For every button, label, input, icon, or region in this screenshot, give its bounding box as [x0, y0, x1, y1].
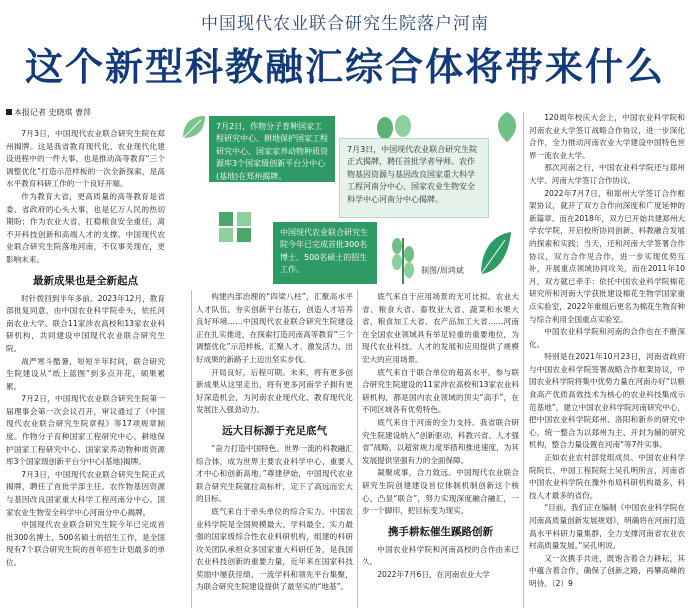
- paragraph: 7月3日，中国现代农业联合研究生院在郑州揭牌。这是我省教育现代化、农业现代化建设进程中的一件大事，也是推动高等教育“三个调整优化”打造示范样板的一次全新探索，是高水平教育科研工作的一个良好开端。: [6, 129, 165, 189]
- section-heading: 远大目标源于充足底气: [222, 424, 327, 437]
- paragraph: 作为教育大省，更高质量的高等教育是省委、省政府的心头大事，也是亿万人民的热切期盼；作为农业大省，扛稳粮食安全重任，离不开科技创新和高端人才的支撑。中国现代农业联合研究生院落地河南，不仅事关现在，更影响未来。: [6, 191, 165, 264]
- paragraph: 7月2日，中国现代农业联合研究生院第一届理事会第一次会议召开，审议通过了《中国现代农业联合研究生院章程》等17项规章制度。作物分子育种国家工程研究中心、耕地保护国家工程研究中心、国家家养动物种质资源库3个国家级创新平台分中心(基地)揭牌。: [6, 394, 165, 467]
- paragraph: 中国现代农业联合研究生院今年已完成首批300名博士、500名硕士的招生工作，是全国现有7个联合研究生院的首年招生计划最多的单位。: [6, 520, 165, 567]
- paragraph: 凝聚成事，合力致远。中国现代农业联合研究生院创建建设首位体制机制创新这个核心，凸显“联合”，努力实现深度融合融汇，一步一个脚印，把目标变为现实。: [362, 468, 519, 516]
- wheat-icon: [383, 230, 423, 286]
- paragraph: 中国农业科学院和河南高校的合作由来已久。: [362, 544, 519, 567]
- leaf-icon: [179, 112, 209, 142]
- column-2: [196, 291, 353, 611]
- article-subtitle: 中国现代农业联合研究生院落户河南: [201, 14, 489, 34]
- column-divider: [357, 290, 358, 608]
- paragraph: 正如农业农村部党组成员、中国农业科学院院长、中国工程院院士吴孔明所言，河南省中国农业科学院在豫外布局科研机构最多、科技人才最多的省份。: [529, 453, 685, 500]
- leaf-icon: [475, 228, 515, 278]
- square-icon: [6, 109, 12, 115]
- paragraph: 120周年校庆大会上，中国农业科学院和河南农业大学签订战略合作协议，进一步深化合作，全力推动河南农业大学建设中国特色世界一流农业大学。: [529, 113, 685, 160]
- leaf-icon: [491, 110, 523, 144]
- column-divider: [191, 290, 192, 608]
- paragraph: 又一次携手共进，既饱含着合力耕耘，其中蕴含着合作，确保了创新之路，再攀高峰的明待。（2）9: [529, 553, 685, 588]
- paragraph: 时针拨回到半年多前。2023年12月，教育部批复同意，由中国农业科学院牵头，依托河南农业大学、联合11家涉农高校和13家农业科研机构，共同建设中国现代农业联合研究生院。: [6, 293, 165, 353]
- paragraph: 2022年7月7日，和郑州大学签订合作框架协议，就开了双方合作向深度和广度延伸的新篇章。而在2018年，双方已开始共建郑州大学农学院，开启校所协同创新、科教融合发展的探索和实践；当天，还和河南大学签署合作协议，双方合作见合作，进一步实现优势互补，开展重点领域协同攻关，而在2011年10月，双方就已牵手：依托中国农业科学院棉花研究所和河南大学获批建设棉花生物学国家重点实验室，2022年重组后更名为棉花生物育种与综合利用全国重点实验室。: [529, 188, 685, 324]
- paragraph: 底气来自于应用场景的无可比拟。农业大省、粮食大省、畜牧业大省、蔬菜和水果大省，粮食加工大省、农产品加工大省……河南在全国农业领域具有举足轻重的重要地位，为现代农业科技、人才的发展和应用提供了规模宏大的应用场景。: [362, 292, 519, 364]
- column-4: [529, 112, 685, 611]
- byline-text: 本报记者 史晓琪 曹萍: [14, 108, 92, 117]
- section-heading: 最新成果也是全新起点: [33, 274, 138, 287]
- paragraph: 7月3日，中国现代农业联合研究生院正式揭牌，聘任了首批学部主任。农作物基因资源与基因改良国家重大科学工程河南分中心、国家农业生物安全科学中心河南分中心揭牌。: [6, 469, 165, 517]
- paragraph: 底气来自于河南的全力支持。我省联合研究生院建设纳入“创新驱动、科教兴省、人才强省”战略，以超常规力度举措和推进速度，为其发展提供坚强有力的全面保障。: [362, 417, 519, 465]
- paragraph: “奋力打造中国特色、世界一流的科教融汇综合体，成为世界主要农业科学中心、重要人才中心和创新高地。”尊建伊始，中国现代农业联合研究生院就拉高标杆，定下了高远而宏大的目标。: [196, 443, 353, 504]
- paragraph: 开局良好，后程可期。未来，将有更多创新成果从这里走出，将有更多河南学子拥有更好深造机会，为河南农业现代化、教育现代化发展注入强劲动力。: [196, 367, 353, 415]
- paragraph: 那次河南之行，中国农业科学院还与郑州大学、河南大学签订合作协议。: [529, 163, 685, 185]
- paragraph: 构建内部治理的“四梁八柱”，汇聚高水平人才队伍，夯实创新平台基石，创造人才培养良好环境……中国现代农业联合研究生院建设正在扎实推进，在探索打造河南高等教育“三个调整优化”示范样板、汇聚人才、激发活力、出好成果的新路子上迈出坚实步伐。: [196, 292, 353, 364]
- info-box-july3: [339, 138, 489, 218]
- leaf-icon: [375, 114, 415, 140]
- column-divider: [523, 112, 524, 608]
- graphic-credit: 制图/周鸿斌: [421, 266, 464, 275]
- byline: [6, 107, 91, 118]
- paragraph: 特别是在2021年10月23日，河南省政府与中国农业科学院签署战略合作框架协议，中国农业科学院将集中优势力量在河南办好“以粮食高产优质高效技术为核心的农业科技集成示范基地”，建立中国农业科学院河南研究中心，把中国农业科学院郑州、洛阳和新乡的研究中心，统一整合为以郑州为主、开封为辅的研究机构，整合力量设置在河南“等7件实事。: [529, 352, 685, 450]
- sprout-icon: [215, 206, 261, 246]
- info-box-july3-text: 7月3日，中国现代农业联合研究生院正式揭牌，聘任首批学者导师。农作物基因资源与基因改良国家重大科学工程河南分中心、国家农业生物安全科学中心河南分中心揭牌。: [347, 145, 478, 204]
- paragraph: 底气来自于牵头单位的综合实力。中国农业科学院是全国规模最大、学科最全、实力最强的国家级综合性农业科研机构，组建的科研攻关团队承担众多国家重大科研任务，是我国农业科技创新的重要力量，近年来在国家科技奖励中屡获佳绩，一流学科和领先平台集聚，为联合研究生院建设提供了最坚实的“地基”。: [196, 506, 353, 592]
- section-heading: 携手耕耘催生蹊路创新: [388, 525, 493, 538]
- paragraph: 中国农业科学院和河南的合作也在不断深化。: [529, 327, 685, 349]
- column-1: [6, 128, 165, 611]
- paragraph: 底气来自于联合单位的超高水平。参与联合研究生院建设的11家涉农高校和13家农业科研机构，都是国内农业领域的顶尖“高手”，在不同区域各有优势特色。: [362, 367, 519, 415]
- info-graphic: [175, 110, 523, 288]
- paragraph: 2022年7月6日，在河南农业大学: [377, 569, 490, 579]
- paragraph: 战严寒斗酷暑，短短半年时间，联合研究生院建设从“纸上蓝图”到多点开花，硕果累累。: [6, 356, 165, 391]
- paragraph: “目前，我们正在编制《中国农业科学院在河南高质量创新发展规划》，明确将在河南打造高水平科研力量集群，全力支撑河南省农业农村高质量发展。”吴孔明说。: [529, 503, 685, 551]
- info-box-enrollment: [273, 222, 377, 284]
- article-headline: 这个新型科教融汇综合体将带来什么: [24, 45, 665, 89]
- column-3: [362, 291, 519, 611]
- info-box-july2-text: 7月2日，作物分子育种国家工程研究中心、耕地保护国家工程研究中心、国家家养动物种质资源库3个国家级创新平台分中心(基地)在郑州揭牌。: [216, 122, 328, 181]
- info-box-july2: [209, 116, 335, 182]
- info-box-enrollment-text: 中国现代农业联合研究生院今年已完成首批300名博士、500名硕士的招生工作。: [280, 228, 368, 275]
